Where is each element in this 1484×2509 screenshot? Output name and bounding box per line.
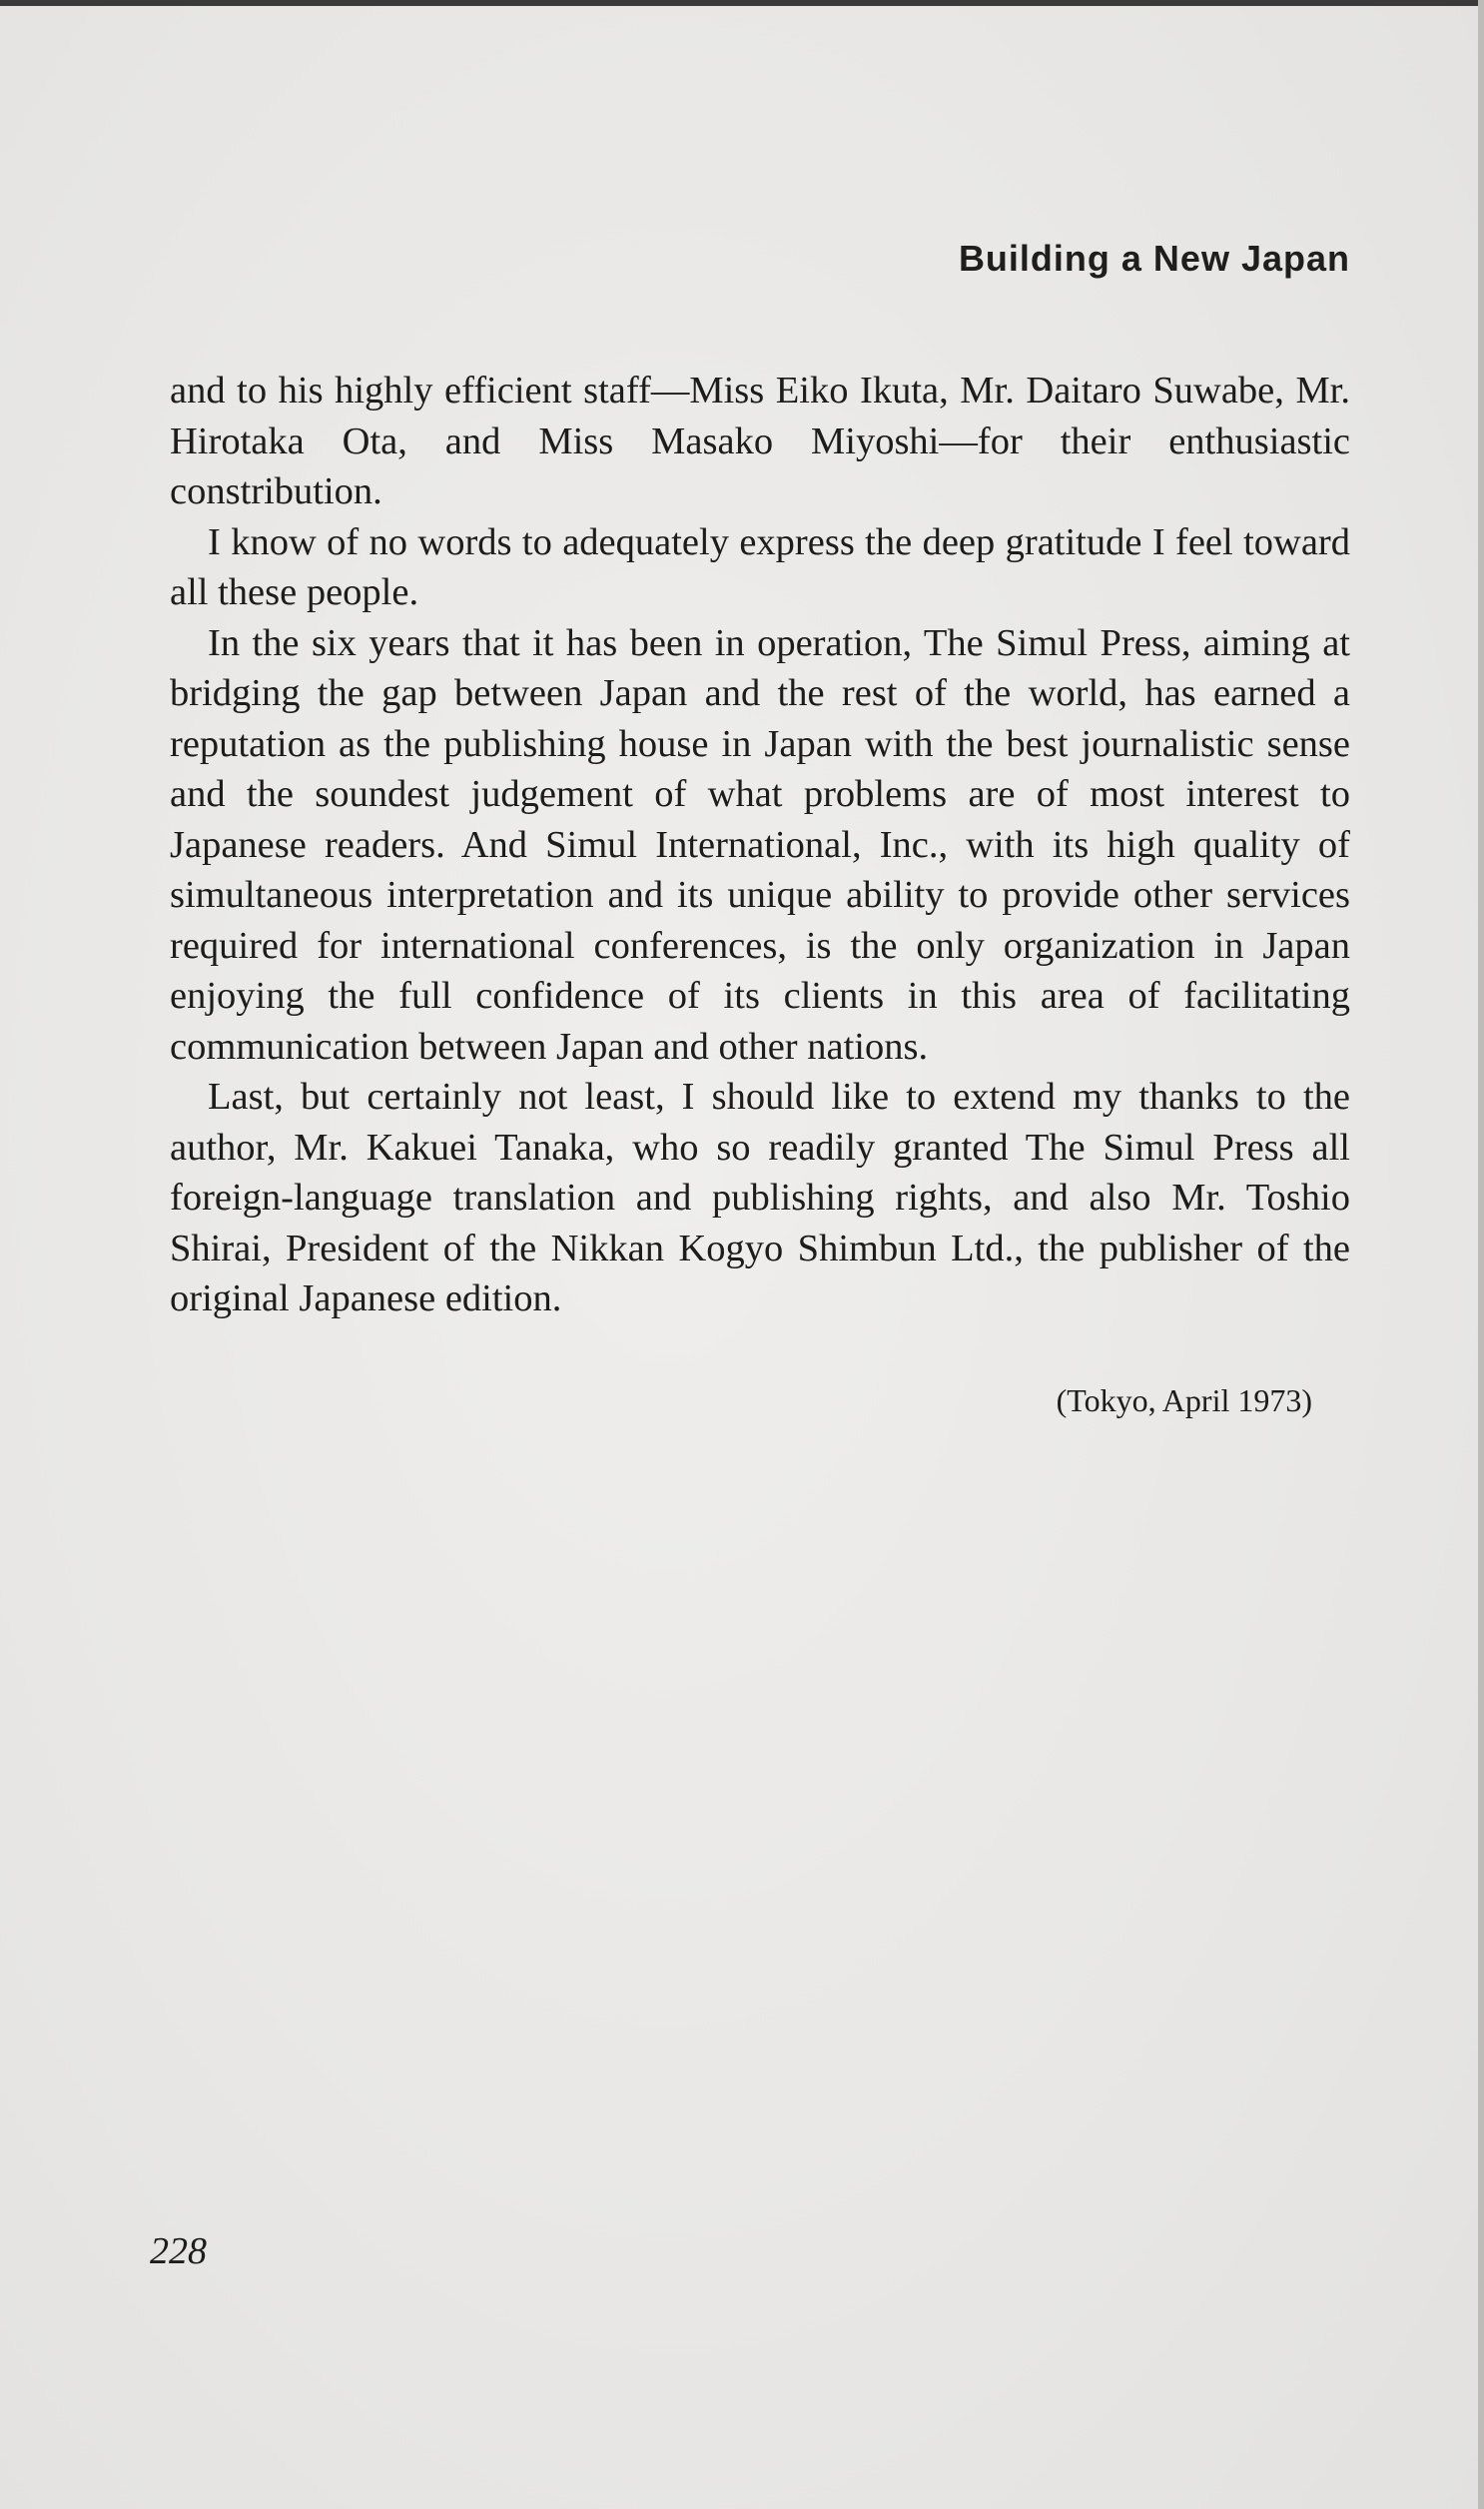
paragraph-2: I know of no words to adequately express the deep gratitude I feel toward all these people. (170, 520, 1350, 613)
top-edge-rule (0, 0, 1484, 6)
page-number: 228 (150, 2230, 207, 2272)
signoff-date: (Tokyo, April 1973) (1056, 1382, 1312, 1418)
paragraph-4: Last, but certainly not least, I should like to extend my thanks to the author, Mr. Kakuei Tanaka, who so readily granted The Simul Press all foreign-language translation and publishing rights, and also Mr. Toshio Shirai, President of the Nikkan Kogyo Shimbun Ltd., the publisher of the original Japanese edition. (170, 1076, 1350, 1319)
paragraph-1: and to his highly efficient staff—Miss Eiko Ikuta, Mr. Daitaro Suwabe, Mr. Hirotaka Ota, and Miss Masako Miyoshi—for their enthusiastic constribution. (170, 370, 1350, 512)
body-text (170, 366, 1350, 1324)
right-edge-shadow (1478, 0, 1484, 2509)
paragraph-3: In the six years that it has been in operation, The Simul Press, aiming at bridging the gap between Japan and the rest of the world, has earned a reputation as the publishing house in Japan with the best journalistic sense and the soundest judgement of what problems are of most interest to Japanese readers. And Simul International, Inc., with its high quality of simultaneous interpretation and its unique ability to provide other services required for international conferences, is the only organization in Japan enjoying the full confidence of its clients in this area of facilitating communication between Japan and other nations. (170, 621, 1350, 1068)
running-head: Building a New Japan (958, 238, 1350, 279)
